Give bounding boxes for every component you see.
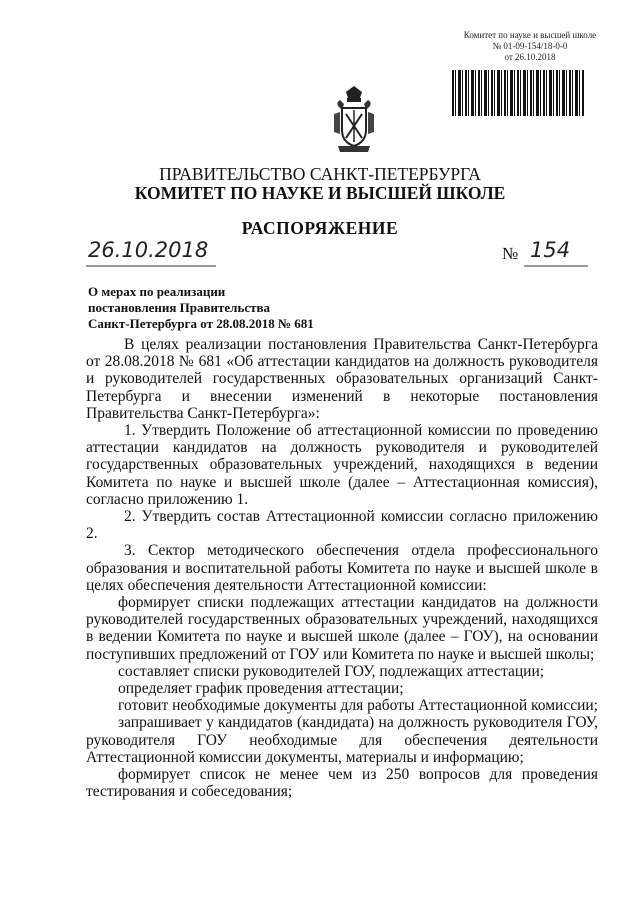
subject-line-2: постановления Правительства (88, 300, 270, 315)
subject-line-1: О мерах по реализации (88, 284, 226, 299)
body-paragraph-duty-4: готовит необходимые документы для работы Аттестационной комиссии; (118, 697, 598, 715)
document-subject (88, 284, 314, 332)
body-paragraph-duty-3: определяет график проведения аттестации; (118, 680, 404, 698)
document-number: 154 (530, 238, 571, 262)
stamp-line-committee: Комитет по науке и высшей школе (463, 30, 597, 40)
body-paragraph-item-3: 3. Сектор методического обеспечения отдела профессионального образования и воспитательной работы Комитета по науке и высшей школе в целях обеспечения деятельности Аттестационной комиссии: (86, 542, 598, 594)
body-paragraph-duty-5: запрашивает у кандидатов (кандидата) на должность руководителя ГОУ, руководителя ГОУ необходимые для обеспечения деятельности Аттестационной комиссии документы, материалы и информацию; (86, 714, 598, 766)
body-paragraph-preamble: В целях реализации постановления Правительства Санкт-Петербурга от 28.08.2018 № 681 «Об аттестации кандидатов на должность руководителя и руководителей государственных образовательных организаций Санкт-Петербурга и внесении изменений в некоторые постановления Правительства Санкт-Петербурга»: (86, 336, 598, 422)
body-paragraph-item-1: 1. Утвердить Положение об аттестационной комиссии по проведению аттестации кандидатов на должность руководителя и руководителей государственных образовательных учреждений, находящихся в ведении Комитета по науке и высшей школе (далее – Аттестационная комиссия), согласно приложению 1. (86, 422, 598, 508)
document-type-title: РАСПОРЯЖЕНИЕ (241, 218, 399, 238)
body-paragraph-duty-1: формирует списки подлежащих аттестации кандидатов на должности руководителей государственных образовательных учреждений, находящихся в ведении Комитета по науке и высшей школе (далее – ГОУ), на основании поступивших предложений от ГОУ или Комитета по науке и высшей школы; (86, 594, 598, 663)
number-underline (524, 264, 588, 268)
registration-stamp (446, 30, 614, 63)
coat-of-arms-emblem (332, 84, 376, 154)
body-paragraph-duty-2: составляет списки руководителей ГОУ, подлежащих аттестации; (118, 662, 545, 680)
document-body (86, 336, 598, 800)
barcode (452, 70, 584, 116)
body-paragraph-duty-6: формирует список не менее чем из 250 вопросов для проведения тестирования и собеседования; (86, 766, 598, 801)
stamp-line-date: от 26.10.2018 (504, 52, 556, 62)
document-number-label: № (502, 244, 519, 263)
document-date: 26.10.2018 (88, 238, 209, 262)
subject-line-3: Санкт-Петербурга от 28.08.2018 № 681 (88, 316, 314, 331)
body-paragraph-item-2: 2. Утвердить состав Аттестационной комиссии согласно приложению 2. (86, 508, 598, 543)
date-underline (86, 264, 216, 268)
committee-title: КОМИТЕТ ПО НАУКЕ И ВЫСШЕЙ ШКОЛЕ (134, 183, 506, 203)
stamp-line-number: № 01-09-154/18-0-0 (492, 41, 568, 51)
government-title: ПРАВИТЕЛЬСТВО САНКТ-ПЕТЕРБУРГА (159, 164, 481, 184)
